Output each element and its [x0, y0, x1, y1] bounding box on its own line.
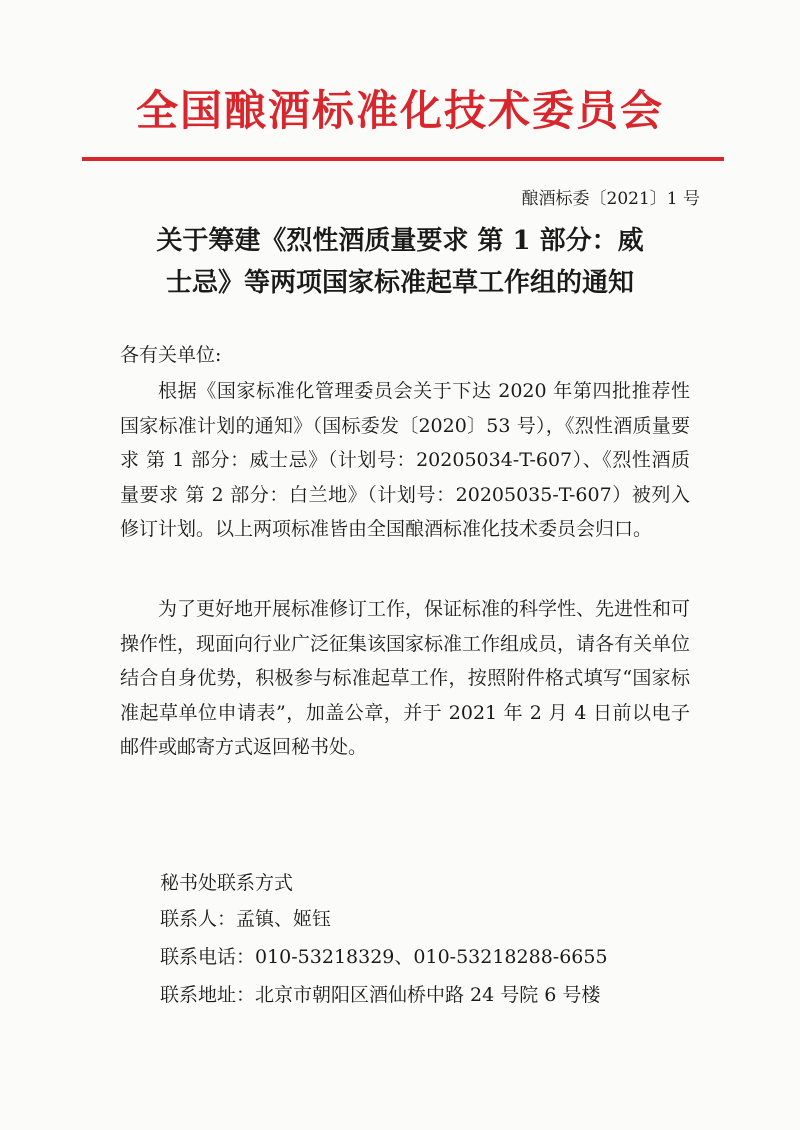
- contact-phone: 联系电话：010-53218329、010-53218288-6655: [160, 946, 608, 968]
- contact-section-title: 秘书处联系方式: [160, 872, 294, 894]
- contact-address: 联系地址：北京市朝阳区酒仙桥中路 24 号院 6 号楼: [160, 984, 601, 1006]
- header-red-rule: [82, 157, 724, 161]
- contact-person: 联系人：孟镇、姬钰: [160, 908, 332, 930]
- notice-title: [100, 220, 700, 304]
- organization-title: 全国酿酒标准化技术委员会: [135, 86, 664, 135]
- document-number: 酿酒标委〔2021〕1 号: [521, 189, 700, 209]
- salutation: 各有关单位:: [120, 344, 222, 366]
- notice-title-line-1: 关于筹建《烈性酒质量要求 第 1 部分：威: [156, 226, 644, 256]
- body-paragraph-1: 根据《国家标准化管理委员会关于下达 2020 年第四批推荐性国家标准计划的通知》（国标委发〔2020〕53 号），《烈性酒质量要求 第 1 部分：威士忌》（计划号：20205034-T-607）、《烈性酒质量要求 第 2 部分：白兰地》（计划号：20205035-T-607）被列入修订计划。以上两项标准皆由全国酿酒标准化技术委员会归口。: [120, 380, 690, 540]
- notice-title-line-2: 士忌》等两项国家标准起草工作组的通知: [165, 268, 634, 298]
- body-paragraph-2: 为了更好地开展标准修订工作，保证标准的科学性、先进性和可操作性，现面向行业广泛征集该国家标准工作组成员，请各有关单位结合自身优势，积极参与标准起草工作，按照附件格式填写“国家标准起草单位申请表”，加盖公章，并于 2021 年 2 月 4 日前以电子邮件或邮寄方式返回秘书处。: [120, 598, 691, 758]
